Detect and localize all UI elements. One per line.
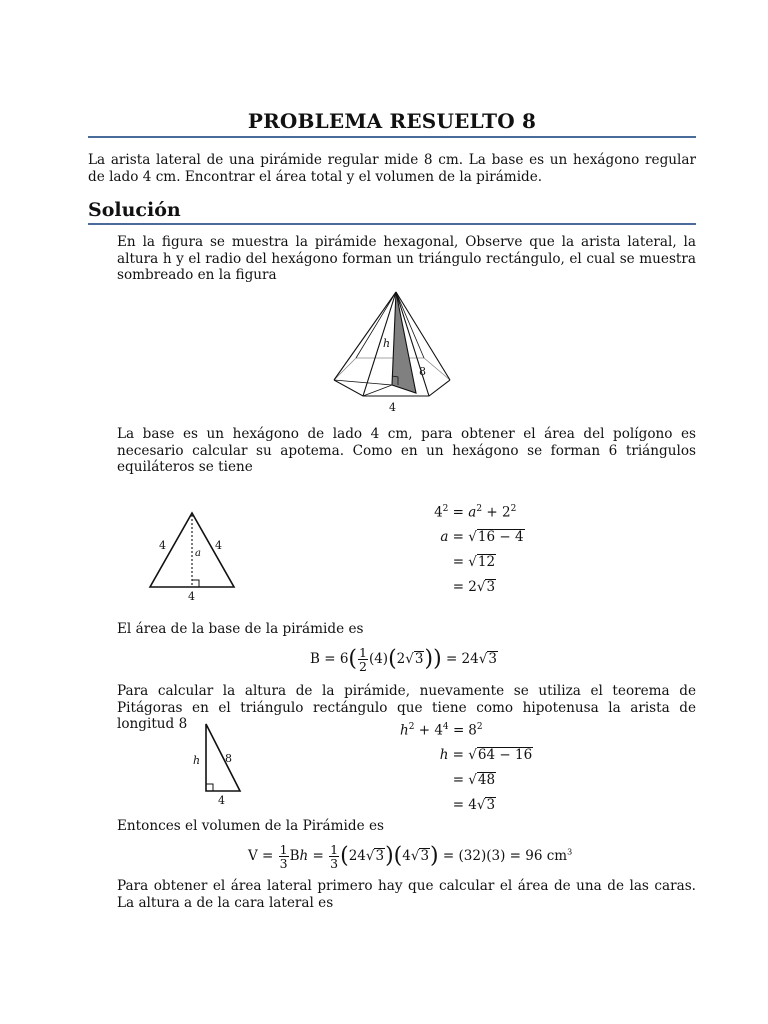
eq-apothem-2: a = √16 − 4 (440, 529, 524, 545)
hexagonal-pyramid-figure (326, 288, 460, 416)
eq-apothem-1: $4^2 = a^2 + 2^2$ (434, 504, 517, 521)
paragraph-pyramid-intro: En la figura se muestra la pirámide hexagonal, Observe que la arista lateral, la altura h y el radio del hexágono forman un triángulo rectángulo, el cual se muestra sombreado en la figura (117, 234, 696, 283)
title-rule (88, 136, 696, 138)
eq-apothem-3: = √12 (452, 554, 496, 570)
pyramid-label-side: 4 (389, 401, 396, 414)
eq-base-area: B = 6( $\frac{1}{2}$ (4)(2√3)) = 24√3 (310, 645, 497, 674)
pyramid-label-h: h (383, 337, 391, 350)
triangle-label-right: 4 (215, 539, 222, 552)
right-triangle-figure (190, 720, 250, 808)
pyramid-label-edge: 8 (419, 365, 426, 378)
paragraph-volume: Entonces el volumen de la Pirámide es (117, 818, 384, 834)
eq-apothem-4: = 2√3 (452, 579, 496, 595)
eq-height-4: = 4√3 (452, 797, 496, 813)
equilateral-triangle-figure (148, 510, 240, 602)
paragraph-base-area: El área de la base de la pirámide es (117, 621, 364, 637)
right-triangle-label-base: 4 (218, 794, 225, 807)
paragraph-hexagon-base: La base es un hexágono de lado 4 cm, para obtener el área del polígono es necesario calcular su apotema. Como en un hexágono se forman 6 triángulos equiláteros se tiene (117, 426, 696, 475)
triangle-label-a: a (195, 548, 201, 559)
eq-height-1: $h^2 + 4^4 = 8^2$ (400, 722, 483, 739)
solution-rule (88, 223, 696, 225)
triangle-label-left: 4 (159, 539, 166, 552)
triangle-label-bottom: 4 (188, 590, 195, 602)
eq-height-2: h = √64 − 16 (439, 747, 533, 763)
paragraph-lateral-area: Para obtener el área lateral primero hay que calcular el área de una de las caras. La altura a de la cara lateral es (117, 878, 696, 911)
right-triangle-label-h: h (193, 754, 201, 767)
paragraph-pythagoras: Para calcular la altura de la pirámide, nuevamente se utiliza el teorema de Pitágoras en el triángulo rectángulo que tiene como hipotenusa la arista de longitud 8 (117, 683, 696, 732)
right-triangle-label-hyp: 8 (225, 752, 232, 765)
eq-volume: V = $\frac{1}{3}$ Bh = $\frac{1}{3}$ (24√3)(4√3) = (32)(3) = 96 $cm^3$ (248, 842, 573, 871)
problem-statement: La arista lateral de una pirámide regular mide 8 cm. La base es un hexágono regular de lado 4 cm. Encontrar el área total y el volumen de la pirámide. (88, 152, 696, 185)
page-title: PROBLEMA RESUELTO 8 (247, 109, 537, 133)
eq-height-3: = √48 (452, 772, 496, 788)
solution-heading: Solución (88, 199, 181, 221)
